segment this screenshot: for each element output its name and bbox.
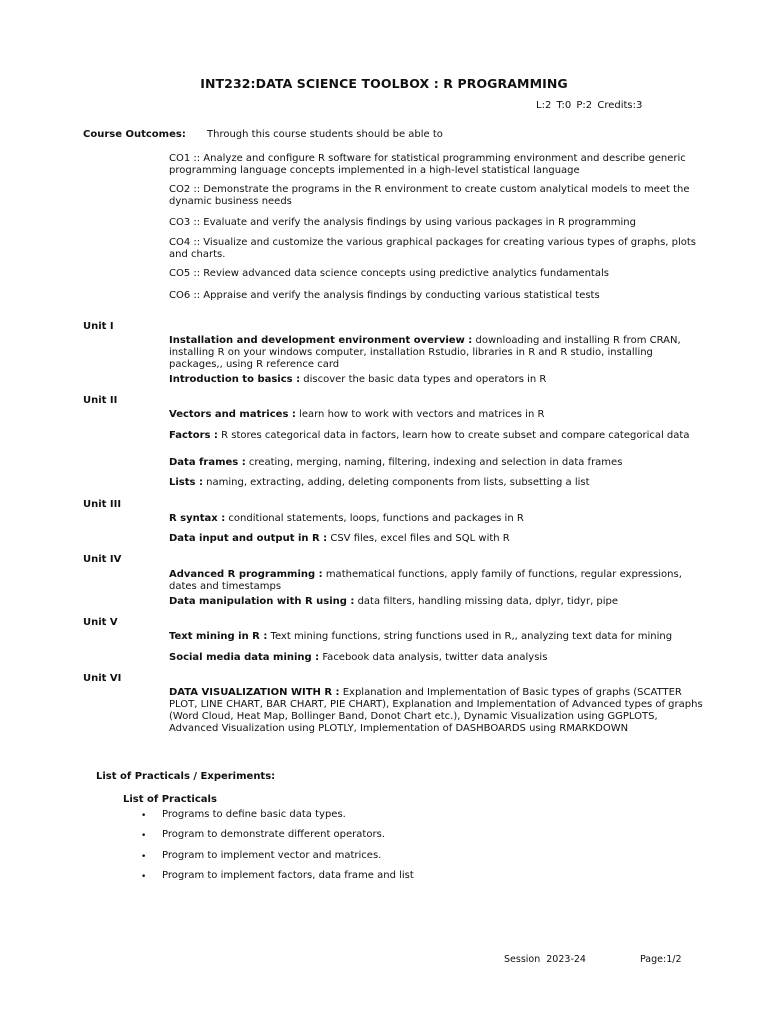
topic-title: Introduction to basics : (169, 374, 301, 385)
unit-topic (169, 409, 709, 421)
topic-text: discover the basic data types and operators in R (300, 374, 547, 385)
bullet-icon: • (141, 872, 147, 882)
topic-title: Lists : (169, 477, 203, 488)
topic-title: Vectors and matrices : (169, 409, 296, 420)
topic-title: R syntax : (169, 513, 226, 524)
course-title: INT232:DATA SCIENCE TOOLBOX : R PROGRAMMING (200, 76, 568, 91)
unit-label: Unit III (83, 499, 122, 510)
course-outcomes-label: Course Outcomes: (83, 129, 186, 140)
practicals-subheading: List of Practicals (123, 794, 217, 805)
unit-topic (169, 652, 709, 664)
topic-text: naming, extracting, adding, deleting components from lists, subsetting a list (202, 477, 590, 488)
topic-title: Data manipulation with R using : (169, 596, 355, 607)
practical-item: Program to demonstrate different operators. (162, 829, 385, 840)
topic-title: DATA VISUALIZATION WITH R : (169, 687, 340, 698)
unit-label: Unit I (83, 321, 114, 332)
unit-topic (169, 430, 709, 442)
unit-label: Unit II (83, 395, 118, 406)
outcome-co2: CO2 :: Demonstrate the programs in the R environment to create custom analytical models to meet the dynamic business needs (169, 184, 690, 207)
bullet-icon: • (141, 811, 147, 821)
topic-title: Data input and output in R : (169, 533, 328, 544)
session-label: Session 2023-24 (504, 954, 586, 965)
topic-title: Factors : (169, 430, 218, 441)
topic-text: learn how to work with vectors and matrices in R (295, 409, 545, 420)
bullet-icon: • (141, 831, 147, 841)
unit-topic (169, 569, 709, 593)
topic-title: Text mining in R : (169, 631, 268, 642)
practical-item: Programs to define basic data types. (162, 809, 346, 820)
outcome-co5: CO5 :: Review advanced data science concepts using predictive analytics fundamentals (169, 268, 609, 279)
topic-text: creating, merging, naming, filtering, indexing and selection in data frames (245, 457, 623, 468)
bullet-icon: • (141, 852, 147, 862)
unit-topic (169, 687, 709, 735)
outcome-co6: CO6 :: Appraise and verify the analysis findings by conducting various statistical tests (169, 290, 600, 301)
unit-topic (169, 596, 709, 608)
unit-label: Unit IV (83, 554, 122, 565)
topic-text: Text mining functions, string functions used in R,, analyzing text data for mining (267, 631, 673, 642)
practicals-heading: List of Practicals / Experiments: (96, 771, 276, 782)
topic-text: Facebook data analysis, twitter data analysis (319, 652, 548, 663)
topic-title: Advanced R programming : (169, 569, 323, 580)
topic-text: data filters, handling missing data, dplyr, tidyr, pipe (354, 596, 619, 607)
topic-title: Installation and development environment overview : (169, 335, 473, 346)
unit-topic (169, 533, 709, 545)
course-outcomes-intro: Through this course students should be able to (207, 129, 443, 140)
topic-title: Social media data mining : (169, 652, 320, 663)
unit-label: Unit V (83, 617, 118, 628)
unit-topic (169, 631, 709, 643)
topic-text: CSV files, excel files and SQL with R (327, 533, 510, 544)
outcome-co1: CO1 :: Analyze and configure R software for statistical programming environment and describe generic programming language concepts implemented in a high-level statistical language (169, 153, 686, 176)
unit-topic (169, 477, 709, 489)
practical-item: Program to implement vector and matrices. (162, 850, 382, 861)
unit-topic (169, 335, 709, 371)
outcome-co3: CO3 :: Evaluate and verify the analysis findings by using various packages in R programming (169, 217, 636, 228)
topic-text: conditional statements, loops, functions and packages in R (225, 513, 524, 524)
practical-item: Program to implement factors, data frame and list (162, 870, 414, 881)
unit-topic (169, 457, 709, 469)
topic-text: downloading and installing R from CRAN, installing R on your windows computer, installation Rstudio, libraries in R and R studio, installing packages,, using R reference card (169, 335, 681, 370)
page-number: Page:1/2 (640, 954, 682, 965)
topic-text: mathematical functions, apply family of functions, regular expressions, dates and timestamps (169, 569, 682, 592)
unit-topic (169, 374, 709, 386)
topic-text: Explanation and Implementation of Basic types of graphs (SCATTER PLOT, LINE CHART, BAR CHART, PIE CHART), Explanation and Implementation of Advanced types of graphs (Word Cloud, Heat Map, Bollinger Band, Donot Chart etc.), Dynamic Visualization using GGPLOTS, Advanced Visualization using PLOTLY, Implementation of DASHBOARDS using RMARKDOWN (169, 687, 703, 734)
unit-topic (169, 513, 709, 525)
outcome-co4: CO4 :: Visualize and customize the various graphical packages for creating various types of graphs, plots and charts. (169, 237, 697, 260)
credits-line: L:2 T:0 P:2 Credits:3 (536, 100, 643, 111)
unit-label: Unit VI (83, 673, 122, 684)
topic-title: Data frames : (169, 457, 246, 468)
topic-text: R stores categorical data in factors, learn how to create subset and compare categorical data (217, 430, 690, 441)
